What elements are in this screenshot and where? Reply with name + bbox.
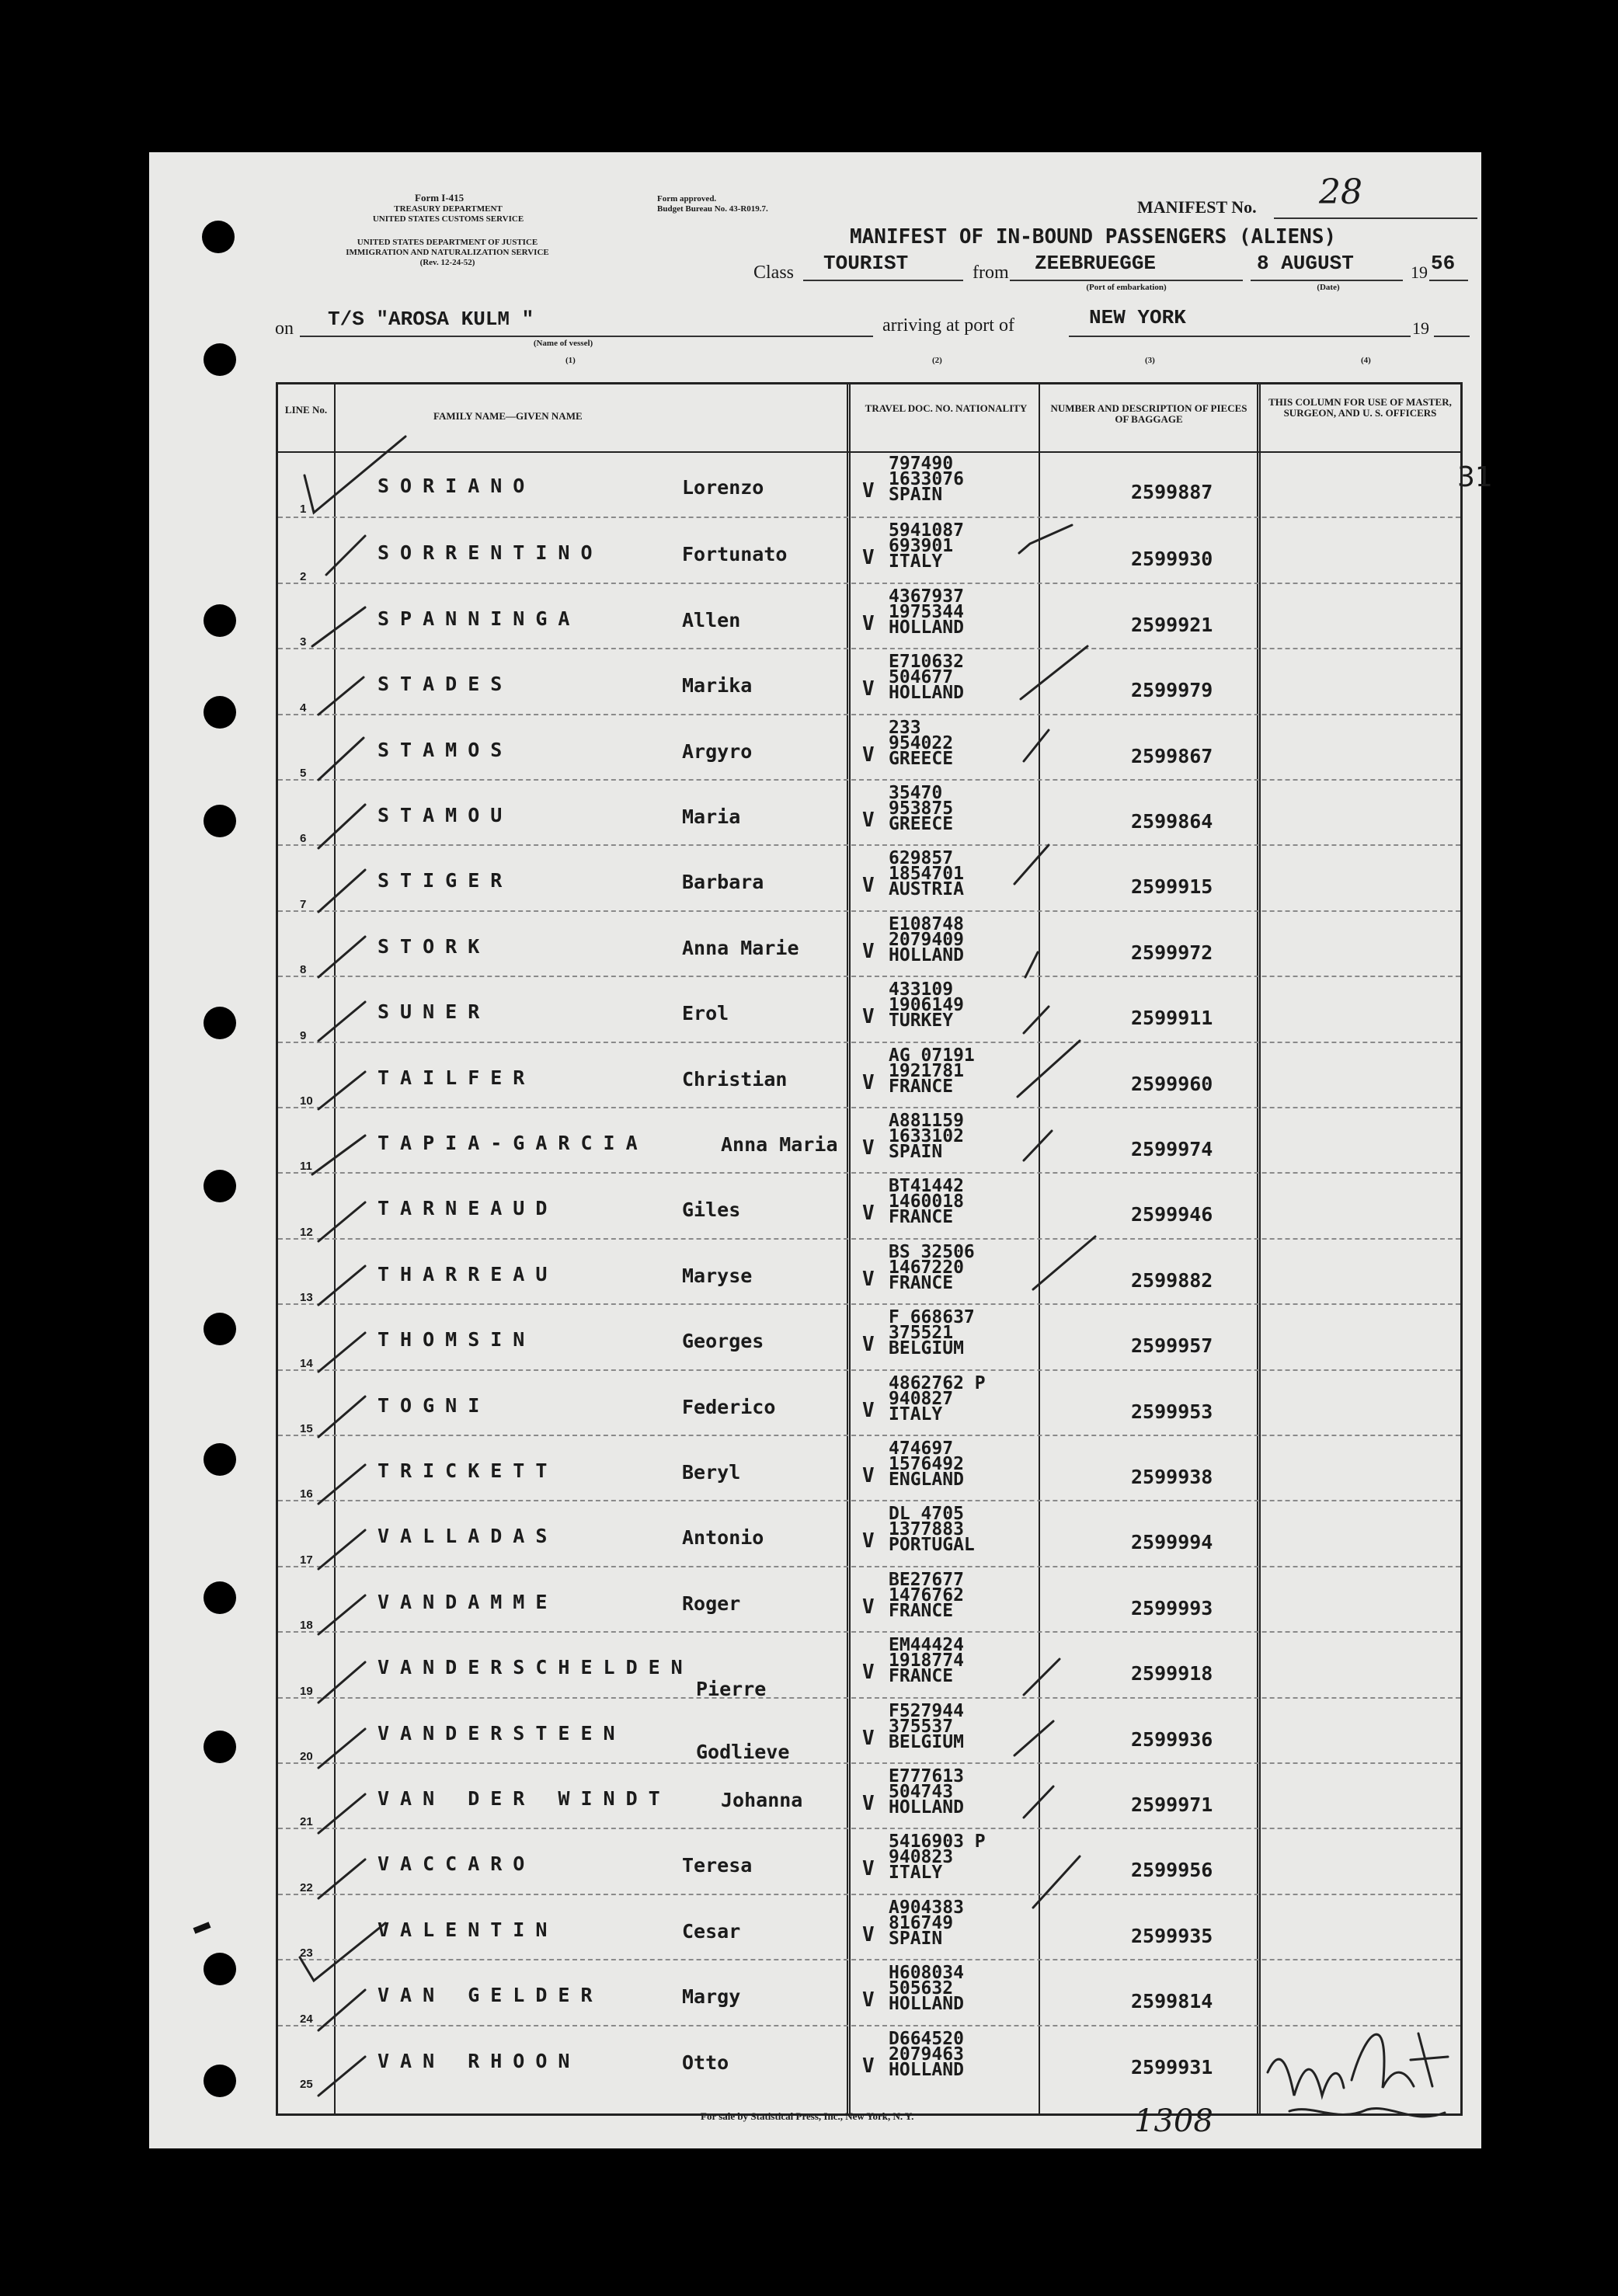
visa-mark: V: [862, 939, 875, 963]
visa-mark: V: [862, 1202, 875, 1226]
baggage-number: 2599936: [1131, 1727, 1213, 1751]
port-embarkation-caption: (Port of embarkation): [1086, 283, 1167, 292]
given-name: Anna Marie: [682, 936, 799, 959]
given-name: Anna Maria: [721, 1133, 838, 1156]
baggage-number: 2599938: [1131, 1466, 1213, 1488]
revision: (Rev. 12-24-52): [419, 258, 475, 267]
family-name: SPANNINGA: [378, 607, 581, 630]
travel-doc-secondary: 953875: [889, 798, 954, 819]
visa-mark: V: [862, 1333, 875, 1357]
family-name: VAN DER WINDT: [378, 1787, 671, 1810]
given-name: Lorenzo: [682, 476, 764, 499]
family-name: TAPIA-GARCIA: [378, 1132, 649, 1154]
punch-hole: [204, 1443, 236, 1476]
visa-mark: V: [862, 611, 875, 635]
nationality: HOLLAND: [889, 617, 964, 638]
visa-mark: V: [862, 1922, 875, 1946]
nationality: GREECE: [889, 748, 954, 769]
table-row: [278, 517, 1460, 583]
family-name: VAN RHOON: [378, 2049, 581, 2072]
travel-doc-secondary: 1633102: [889, 1126, 964, 1146]
travel-doc-number: E777613: [889, 1766, 964, 1786]
travel-doc-number: A904383: [889, 1897, 964, 1918]
line-number: 16: [300, 1487, 313, 1501]
nationality: HOLLAND: [889, 683, 964, 704]
punch-hole: [204, 805, 236, 837]
handwritten-note: 1308: [1134, 2103, 1213, 2139]
family-name: VANDERSTEEN: [378, 1721, 626, 1745]
budget-bureau: Budget Bureau No. 43-R019.7.: [657, 204, 768, 214]
punch-hole: [204, 604, 236, 637]
travel-doc-secondary: 2079409: [889, 929, 964, 950]
col-number-4: (4): [1361, 356, 1371, 365]
travel-doc-number: EM44424: [889, 1635, 964, 1656]
punch-hole: [204, 1170, 236, 1202]
baggage-number: 2599911: [1131, 1007, 1213, 1030]
on-label: on: [275, 318, 294, 339]
line-number: 6: [300, 832, 307, 846]
line-number: 5: [300, 766, 307, 780]
justice-dept: UNITED STATES DEPARTMENT OF JUSTICE: [357, 238, 538, 247]
baggage-number: 2599972: [1131, 941, 1213, 964]
family-name: VANDAMME: [378, 1590, 558, 1613]
table-row: [278, 976, 1460, 1042]
baggage-number: 2599971: [1131, 1793, 1213, 1816]
baggage-number: 2599814: [1131, 1990, 1213, 2013]
given-name: Roger: [682, 1592, 741, 1615]
table-row: [278, 1107, 1460, 1174]
given-name: Teresa: [682, 1854, 753, 1877]
family-name: STAMOU: [378, 804, 513, 826]
passenger-table: [276, 382, 1463, 2116]
baggage-number: 2599956: [1131, 1859, 1213, 1882]
travel-doc-secondary: 693901: [889, 536, 954, 557]
table-row: [278, 1303, 1460, 1370]
visa-mark: V: [862, 1398, 875, 1422]
year-suffix: 56: [1431, 252, 1456, 275]
visa-mark: V: [862, 1661, 875, 1685]
given-name: Giles: [682, 1198, 741, 1222]
nationality: FRANCE: [889, 1076, 954, 1097]
visa-mark: V: [862, 1529, 875, 1553]
family-name: STORK: [378, 934, 491, 958]
given-name: Godlieve: [696, 1740, 790, 1763]
header-line-no: LINE No.: [284, 404, 328, 416]
punch-hole: [204, 696, 236, 729]
given-name: Otto: [682, 2051, 729, 2074]
table-row: [278, 910, 1460, 977]
col-number-1: (1): [565, 356, 576, 365]
travel-doc-secondary: 1467220: [889, 1257, 964, 1278]
given-name: Margy: [682, 1985, 741, 2009]
travel-doc-number: 433109: [889, 979, 954, 1000]
family-name: THOMSIN: [378, 1328, 536, 1352]
travel-doc-number: BS 32506: [889, 1241, 975, 1262]
line-number: 22: [300, 1880, 313, 1894]
line-number: 15: [300, 1421, 313, 1435]
page-number: 31: [1457, 461, 1493, 493]
baggage-number: 2599974: [1131, 1138, 1213, 1160]
line-number: 2: [300, 569, 307, 583]
travel-doc-number: 797490: [889, 454, 954, 474]
punch-hole: [204, 1581, 236, 1614]
nationality: ENGLAND: [889, 1470, 964, 1490]
baggage-number: 2599953: [1131, 1400, 1213, 1423]
line-number: 17: [300, 1553, 313, 1567]
travel-doc-secondary: 816749: [889, 1912, 954, 1933]
table-row: [278, 1631, 1460, 1701]
table-row: [278, 1172, 1460, 1239]
visa-mark: V: [862, 1792, 875, 1815]
family-name: TRICKETT: [378, 1459, 558, 1482]
from-label: from: [973, 263, 1009, 283]
nationality: ITALY: [889, 1863, 943, 1884]
baggage-number: 2599957: [1131, 1334, 1213, 1358]
travel-doc-number: A881159: [889, 1111, 964, 1131]
line-number: 12: [300, 1225, 313, 1239]
footer-publisher: For sale by Statistical Press, Inc., New York, N. Y.: [701, 2110, 914, 2122]
line-number: 24: [300, 2012, 313, 2026]
header-baggage: NUMBER AND DESCRIPTION OF PIECES OF BAGGAGE: [1050, 402, 1247, 425]
baggage-number: 2599946: [1131, 1203, 1213, 1226]
family-name: VACCARO: [378, 1852, 536, 1876]
baggage-number: 2599882: [1131, 1268, 1213, 1292]
family-name: SORRENTINO: [378, 541, 604, 565]
given-name: Barbara: [682, 871, 764, 894]
family-name: STIGER: [378, 869, 513, 892]
travel-doc-secondary: 954022: [889, 732, 954, 753]
visa-mark: V: [862, 2054, 875, 2078]
family-name: STADES: [378, 673, 513, 696]
baggage-number: 2599930: [1131, 548, 1213, 571]
table-row: [278, 648, 1460, 715]
travel-doc-secondary: 505632: [889, 1978, 954, 1999]
travel-doc-secondary: 504743: [889, 1782, 954, 1802]
given-name: Beryl: [682, 1461, 741, 1484]
family-name: TAILFER: [378, 1066, 536, 1089]
given-name: Argyro: [682, 739, 753, 763]
baggage-number: 2599994: [1131, 1531, 1213, 1554]
year-prefix: 19: [1411, 263, 1428, 282]
punch-hole: [204, 2065, 236, 2097]
visa-mark: V: [862, 1595, 875, 1619]
family-name: VANDERSCHELDEN: [378, 1656, 694, 1679]
visa-mark: V: [862, 677, 875, 701]
given-name: Fortunato: [682, 543, 788, 566]
travel-doc-secondary: 504677: [889, 667, 954, 688]
punch-hole: [204, 1007, 236, 1039]
given-name: Georges: [682, 1330, 764, 1353]
given-name: Antonio: [682, 1526, 764, 1550]
nationality: HOLLAND: [889, 2059, 964, 2080]
col-number-3: (3): [1145, 356, 1155, 365]
travel-doc-secondary: 1918774: [889, 1651, 964, 1672]
travel-doc-number: D664520: [889, 2028, 964, 2049]
travel-doc-secondary: 1854701: [889, 864, 964, 885]
given-name: Maryse: [682, 1264, 753, 1287]
manifest-label: MANIFEST No.: [1137, 197, 1257, 217]
nationality: PORTUGAL: [889, 1535, 975, 1556]
col-number-2: (2): [932, 356, 942, 365]
nationality: SPAIN: [889, 485, 943, 505]
line-number: 13: [300, 1291, 313, 1305]
family-name: VALLADAS: [378, 1525, 558, 1548]
visa-mark: V: [862, 743, 875, 767]
punch-hole: [204, 1953, 236, 1985]
line-number: 1: [300, 503, 307, 517]
line-number: 11: [300, 1160, 312, 1174]
baggage-number: 2599993: [1131, 1596, 1213, 1619]
table-row: [278, 779, 1460, 846]
header-officers: THIS COLUMN FOR USE OF MASTER, SURGEON, AND U. S. OFFICERS: [1268, 396, 1452, 419]
nationality: FRANCE: [889, 1272, 954, 1293]
visa-mark: V: [862, 1857, 875, 1881]
travel-doc-secondary: 1633076: [889, 469, 964, 489]
sailing-date: 8 AUGUST: [1257, 252, 1354, 275]
line-number: 9: [300, 1028, 307, 1042]
table-row: [278, 583, 1460, 649]
visa-mark: V: [862, 1070, 875, 1094]
travel-doc-secondary: 375521: [889, 1323, 954, 1344]
table-row: [278, 1828, 1460, 1894]
line-number: 4: [300, 701, 307, 715]
nationality: SPAIN: [889, 1142, 943, 1162]
nationality: FRANCE: [889, 1207, 954, 1228]
line-number: 20: [300, 1749, 313, 1763]
nationality: HOLLAND: [889, 1994, 964, 2015]
travel-doc-secondary: 940827: [889, 1388, 954, 1409]
arrival-port: NEW YORK: [1089, 306, 1186, 329]
travel-doc-secondary: 1460018: [889, 1191, 964, 1212]
family-name: TARNEAUD: [378, 1197, 558, 1220]
given-name: Cesar: [682, 1919, 741, 1943]
travel-doc-secondary: 1377883: [889, 1519, 964, 1540]
baggage-number: 2599915: [1131, 875, 1213, 899]
table-row: [278, 1762, 1460, 1829]
nationality: BELGIUM: [889, 1338, 964, 1359]
given-name: Christian: [682, 1067, 788, 1091]
arriving-label: arriving at port of: [882, 315, 1014, 336]
given-name: Erol: [682, 1002, 729, 1025]
nationality: GREECE: [889, 814, 954, 834]
baggage-number: 2599921: [1131, 613, 1213, 636]
travel-doc-secondary: 1476762: [889, 1585, 964, 1605]
line-number: 21: [300, 1815, 313, 1829]
table-row: [278, 1566, 1460, 1633]
visa-mark: V: [862, 1726, 875, 1750]
visa-mark: V: [862, 874, 875, 898]
baggage-number: 2599960: [1131, 1072, 1213, 1095]
travel-doc-number: 5416903 P: [889, 1832, 986, 1852]
table-row: [278, 1369, 1460, 1436]
table-row: [278, 1238, 1460, 1305]
visa-mark: V: [862, 1005, 875, 1029]
customs-service: UNITED STATES CUSTOMS SERVICE: [372, 214, 524, 224]
line-number: 8: [300, 963, 307, 977]
given-name: Allen: [682, 608, 741, 631]
visa-mark: V: [862, 546, 875, 570]
manifest-title: MANIFEST OF IN-BOUND PASSENGERS (ALIENS): [850, 225, 1337, 249]
line-number: 7: [300, 897, 307, 911]
family-name: STAMOS: [378, 738, 513, 761]
line-number: 19: [300, 1684, 313, 1698]
nationality: BELGIUM: [889, 1731, 964, 1752]
nationality: HOLLAND: [889, 1797, 964, 1818]
arrival-year-prefix: 19: [1412, 318, 1429, 338]
class-value: TOURIST: [823, 252, 909, 275]
header-name: FAMILY NAME—GIVEN NAME: [433, 410, 583, 422]
nationality: AUSTRIA: [889, 879, 964, 900]
table-row: [278, 451, 1460, 517]
travel-doc-secondary: 2079463: [889, 2044, 964, 2065]
visa-mark: V: [862, 1267, 875, 1291]
given-name: Maria: [682, 805, 741, 828]
travel-doc-number: 4367937: [889, 586, 964, 607]
travel-doc-number: BE27677: [889, 1569, 964, 1590]
table-row: [278, 1500, 1460, 1567]
given-name: Federico: [682, 1395, 776, 1418]
visa-mark: V: [862, 809, 875, 832]
travel-doc-number: 4862762 P: [889, 1372, 986, 1393]
nationality: ITALY: [889, 551, 943, 572]
travel-doc-number: BT41442: [889, 1176, 964, 1197]
ins-service: IMMIGRATION AND NATURALIZATION SERVICE: [346, 248, 549, 257]
travel-doc-number: AG 07191: [889, 1045, 975, 1066]
travel-doc-number: 35470: [889, 783, 943, 803]
table-row: [278, 844, 1460, 911]
vessel-name: T/S "AROSA KULM ": [328, 308, 534, 331]
visa-mark: V: [862, 1136, 875, 1160]
travel-doc-number: H608034: [889, 1963, 964, 1984]
header-travel-doc: TRAVEL DOC. NO. NATIONALITY: [865, 402, 1028, 414]
travel-doc-secondary: 375537: [889, 1716, 954, 1737]
baggage-number: 2599979: [1131, 679, 1213, 702]
given-name: Marika: [682, 674, 753, 697]
travel-doc-secondary: 1906149: [889, 995, 964, 1016]
family-name: SUNER: [378, 1000, 491, 1024]
family-name: THARREAU: [378, 1262, 558, 1285]
baggage-number: 2599931: [1131, 2055, 1213, 2079]
travel-doc-secondary: 1975344: [889, 601, 964, 622]
nationality: FRANCE: [889, 1666, 954, 1687]
table-row: [278, 1894, 1460, 1960]
visa-mark: V: [862, 479, 875, 503]
travel-doc-number: E108748: [889, 913, 964, 934]
line-number: 25: [300, 2077, 313, 2091]
travel-doc-number: E710632: [889, 652, 964, 673]
table-row: [278, 714, 1460, 781]
nationality: ITALY: [889, 1404, 943, 1425]
line-number: 18: [300, 1619, 313, 1633]
port-embarkation: ZEEBRUEGGE: [1035, 252, 1157, 275]
baggage-number: 2599887: [1131, 481, 1213, 503]
punch-hole: [204, 1313, 236, 1345]
family-name: VALENTIN: [378, 1918, 558, 1941]
nationality: HOLLAND: [889, 944, 964, 965]
punch-hole: [204, 1731, 236, 1763]
travel-doc-number: 5941087: [889, 520, 964, 541]
family-name: SORIANO: [378, 475, 536, 497]
baggage-number: 2599867: [1131, 744, 1213, 767]
date-caption: (Date): [1317, 283, 1340, 292]
form-number: Form I-415: [415, 192, 465, 204]
baggage-number: 2599935: [1131, 1924, 1213, 1947]
line-number: 3: [300, 635, 307, 649]
given-name: Pierre: [696, 1678, 767, 1701]
baggage-number: 2599918: [1131, 1662, 1213, 1685]
visa-mark: V: [862, 1464, 875, 1487]
visa-mark: V: [862, 1988, 875, 2012]
line-number: 10: [300, 1094, 313, 1108]
vessel-caption: (Name of vessel): [533, 339, 593, 348]
travel-doc-number: 629857: [889, 848, 954, 869]
form-approved: Form approved.: [657, 194, 717, 204]
travel-doc-secondary: 1921781: [889, 1060, 964, 1081]
family-name: TOGNI: [378, 1393, 491, 1417]
travel-doc-secondary: 1576492: [889, 1454, 964, 1474]
table-row: [278, 1697, 1460, 1764]
treasury-dept: TREASURY DEPARTMENT: [394, 204, 503, 214]
travel-doc-secondary: 940823: [889, 1847, 954, 1868]
baggage-number: 2599864: [1131, 810, 1213, 833]
inspector-signature: [1258, 1979, 1460, 2134]
manifest-number: 28: [1319, 172, 1362, 212]
travel-doc-number: F527944: [889, 1700, 964, 1721]
table-row: [278, 1042, 1460, 1108]
nationality: SPAIN: [889, 1928, 943, 1949]
family-name: VAN GELDER: [378, 1984, 604, 2007]
nationality: FRANCE: [889, 1600, 954, 1621]
punch-hole: [204, 343, 236, 376]
table-row: [278, 1435, 1460, 1501]
travel-doc-number: DL 4705: [889, 1504, 964, 1525]
travel-doc-number: 474697: [889, 1438, 954, 1459]
given-name: Johanna: [721, 1789, 803, 1811]
line-number: 23: [300, 1946, 313, 1960]
travel-doc-number: 233: [889, 717, 921, 738]
travel-doc-number: F 668637: [889, 1307, 975, 1328]
nationality: TURKEY: [889, 1011, 954, 1031]
line-number: 14: [300, 1356, 313, 1370]
class-label: Class: [753, 263, 795, 283]
punch-hole: [202, 221, 235, 253]
